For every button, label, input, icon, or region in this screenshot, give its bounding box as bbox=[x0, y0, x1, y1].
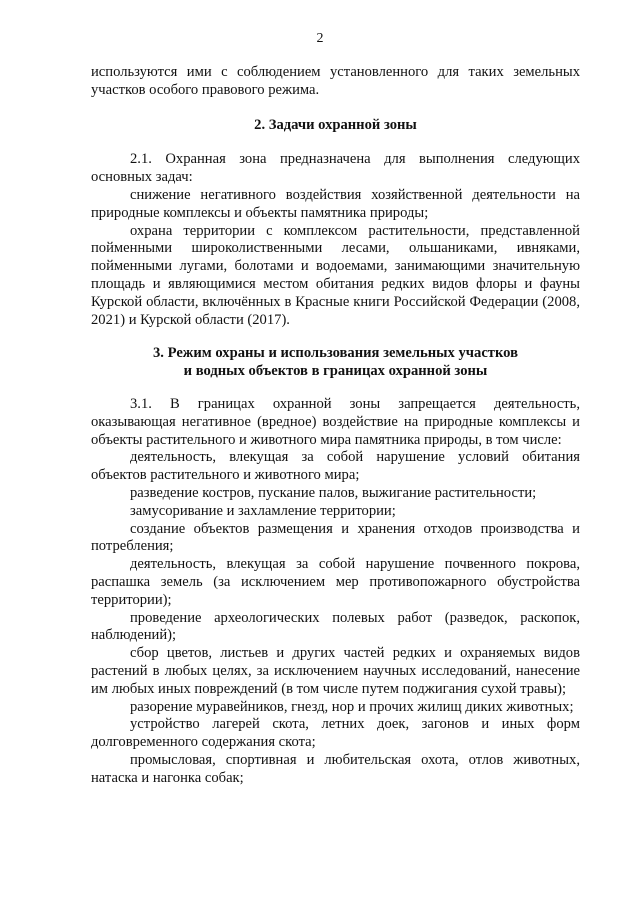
section-3-list-item: проведение археологических полевых работ (разведок, раскопок, наблюдений); bbox=[91, 609, 580, 644]
section-3-title bbox=[91, 345, 580, 381]
page-number: 2 bbox=[316, 31, 324, 46]
section-3-list-item: устройство лагерей скота, летних доек, загонов и иных форм долговременного содержания скота; bbox=[91, 716, 580, 751]
section-2-paragraph: 2.1. Охранная зона предназначена для выполнения следующих основных задач: bbox=[91, 151, 580, 186]
section-2-paragraph: снижение негативного воздействия хозяйственной деятельности на природные комплексы и объекты памятника природы; bbox=[91, 186, 580, 221]
section-3-list-item: деятельность, влекущая за собой нарушение условий обитания объектов растительного и животного мира; bbox=[91, 449, 580, 484]
section-3-list-item: разорение муравейников, гнезд, нор и прочих жилищ диких животных; bbox=[130, 698, 574, 715]
section-3-list-item: деятельность, влекущая за собой нарушение почвенного покрова, распашка земель (за исключением мер противопожарного обустройства территории); bbox=[91, 556, 580, 608]
section-3-list-item: сбор цветов, листьев и других частей редких и охраняемых видов растений в любых целях, за исключением научных исследований, нанесение им любых иных повреждений (в том числе путем поджигания сухой травы); bbox=[91, 645, 580, 697]
section-3-list-item: создание объектов размещения и хранения отходов производства и потребления; bbox=[91, 520, 580, 555]
section-3-list-item: замусоривание и захламление территории; bbox=[130, 502, 396, 519]
section-2-title: 2. Задачи охранной зоны bbox=[254, 116, 417, 133]
section-2-paragraph: охрана территории с комплексом растительности, представленной пойменными широколиственными лесами, ольшаниками, ивняками, пойменными лугами, болотами и водоемами, занимающими значительную площадь и являющимися местом обитания редких видов флоры и фауны Курской области, включённых в Красные книги Российской Федерации (2008, 2021) и Курской области (2017). bbox=[91, 222, 580, 328]
section-3-list-item: промысловая, спортивная и любительская охота, отлов животных, натаска и нагонка собак; bbox=[91, 751, 580, 786]
intro-paragraph: используются ими с соблюдением установленного для таких земельных участков особого правового режима. bbox=[91, 64, 580, 98]
section-3-list-item: разведение костров, пускание палов, выжигание растительности; bbox=[130, 484, 537, 501]
section-3-title-line-1: 3. Режим охраны и использования земельных участков bbox=[153, 345, 518, 362]
section-3-title-line-2: и водных объектов в границах охранной зоны bbox=[183, 363, 488, 380]
document-body bbox=[91, 64, 580, 787]
section-3-paragraph: 3.1. В границах охранной зоны запрещается деятельность, оказывающая негативное (вредное) воздействие на природные комплексы и объекты растительного и животного мира памятника природы, в том числе: bbox=[91, 395, 580, 448]
